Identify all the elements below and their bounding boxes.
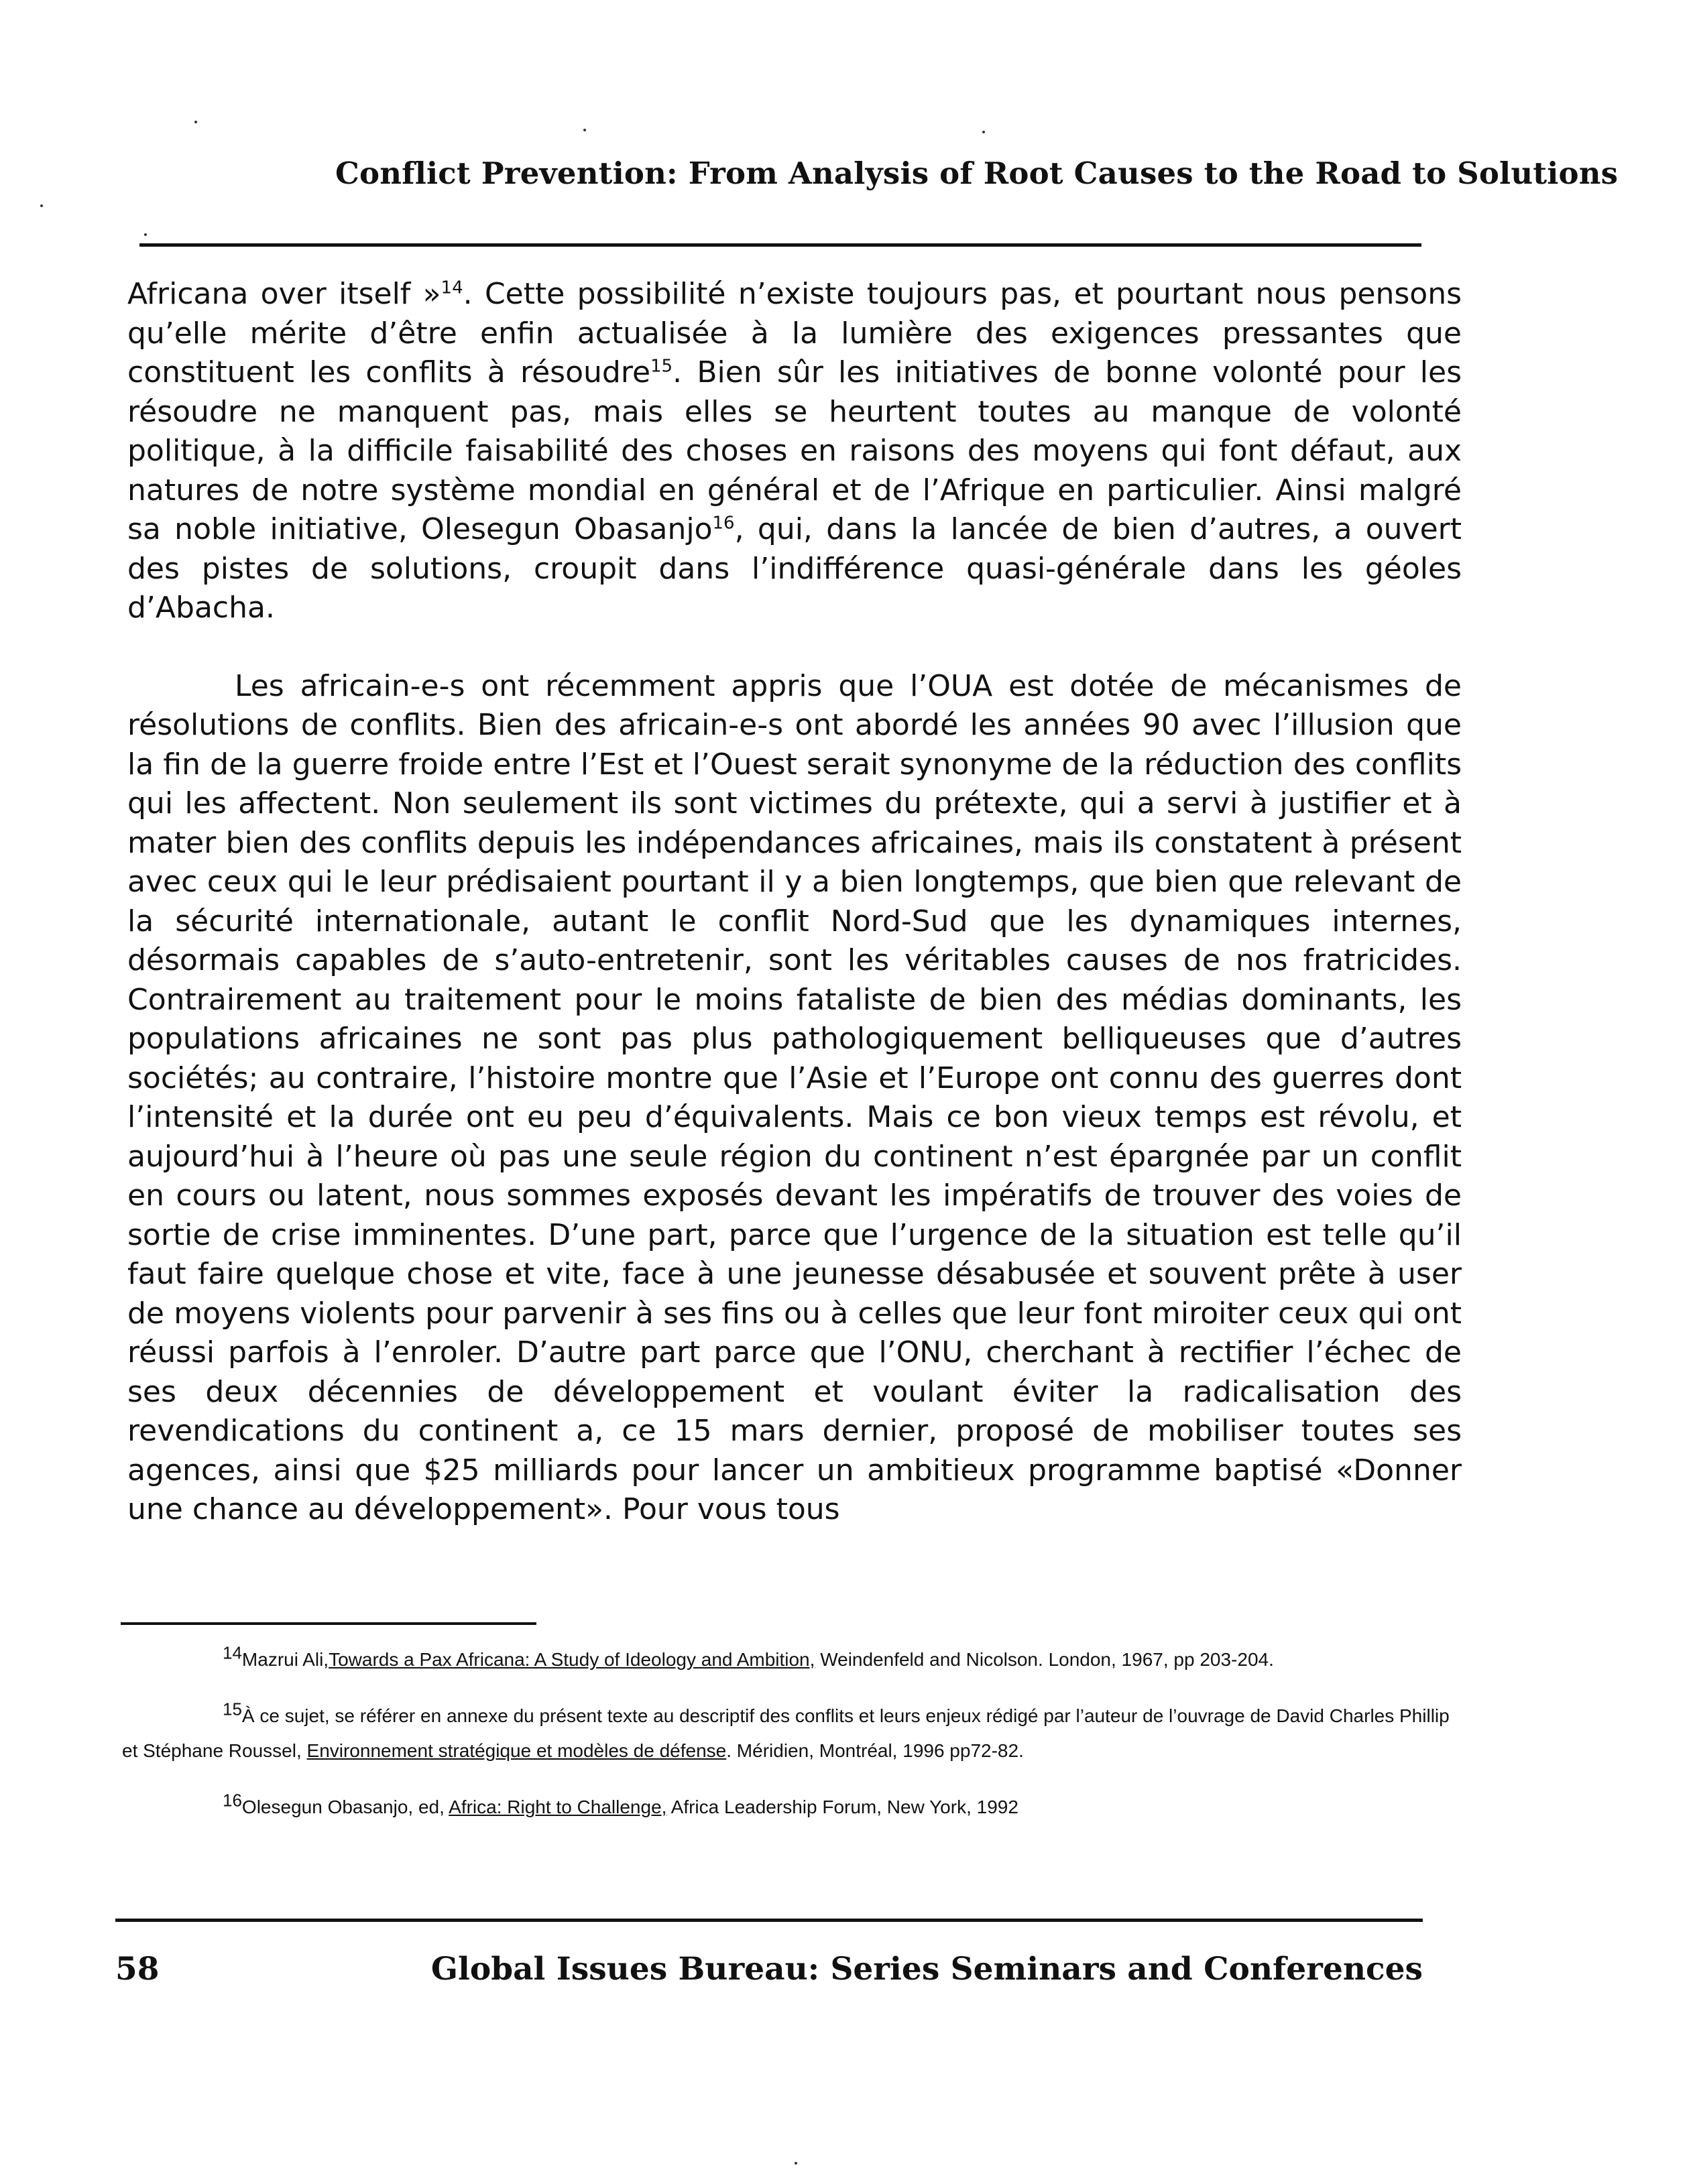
- scan-speck: [795, 2162, 797, 2165]
- text-run: Mazrui Ali,: [241, 1649, 329, 1670]
- text-run: Olesegun Obasanjo, ed,: [241, 1797, 449, 1817]
- scan-speck: [194, 121, 197, 123]
- series-title: Global Issues Bureau: Series Seminars and Conferences: [430, 1951, 1423, 1988]
- book-title: Africa: Right to Challenge,: [449, 1797, 667, 1817]
- page-footer: [115, 1951, 1423, 1998]
- scan-speck: [144, 233, 147, 236]
- footnote-number: 14: [223, 1642, 242, 1663]
- footnote-ref[interactable]: 14: [441, 278, 463, 298]
- scan-speck: [40, 204, 43, 207]
- footnote: [122, 1699, 1460, 1768]
- footnote: [122, 1790, 1460, 1825]
- footnote-separator: [121, 1622, 536, 1625]
- text-run: . Cette possibilité n’existe toujours pas, et pourtant nous pensons qu’elle mérite d’être enfin actualisée à la lumière des exigences pressantes que constituent les conflits à résoudre: [127, 277, 1462, 389]
- footnote-ref[interactable]: 16: [712, 513, 735, 534]
- text-run: , qui, dans la lancée de bien d’autres, a ouvert des pistes de solutions, croupit dans l’indifférence quasi-générale dans les géoles d’Abacha.: [127, 512, 1462, 625]
- scan-speck: [583, 129, 586, 131]
- page-number: 58: [115, 1951, 160, 1988]
- footnote-number: 16: [223, 1790, 242, 1811]
- text-run: Africa Leadership Forum, New York, 1992: [666, 1797, 1018, 1817]
- text-run: Weindenfeld and Nicolson. London, 1967, pp 203-204.: [815, 1649, 1274, 1670]
- running-header: Conflict Prevention: From Analysis of Root Causes to the Road to Solutions: [335, 156, 1619, 191]
- text-run: Africana over itself »: [127, 277, 441, 311]
- footnote-ref[interactable]: 15: [650, 356, 673, 377]
- footer-rule: [115, 1919, 1423, 1922]
- footnote-number: 15: [223, 1699, 242, 1719]
- text-run: À ce sujet, se référer en annexe du présent texte au descriptif des conflits et leurs enjeux rédigé par l’auteur de l’ouvrage de David Charles Phillip et Stéphane Roussel,: [122, 1705, 1450, 1761]
- book-title: Environnement stratégique et modèles de défense: [306, 1740, 727, 1761]
- footnotes: [122, 1642, 1460, 1846]
- footnote: [122, 1642, 1460, 1677]
- book-title: Towards a Pax Africana: A Study of Ideology and Ambition,: [329, 1649, 815, 1670]
- body-text: [127, 275, 1462, 1530]
- paragraph: [127, 275, 1462, 628]
- scan-speck: [982, 131, 985, 133]
- text-run: . Méridien, Montréal, 1996 pp72-82.: [726, 1740, 1024, 1761]
- header-rule: [139, 243, 1421, 247]
- paragraph: Les africain-e-s ont récemment appris que l’OUA est dotée de mécanismes de résolutions de conflits. Bien des africain-e-s ont abordé les années 90 avec l’illusion que la fin de la guerre froide entre l’Est et l’Ouest serait synonyme de la réduction des conflits qui les affectent. Non seulement ils sont victimes du prétexte, qui a servi à justifier et à mater bien des conflits depuis les indépendances africaines, mais ils constatent à présent avec ceux qui le leur prédisaient pourtant il y a bien longtemps, que bien que relevant de la sécurité internationale, autant le conflit Nord-Sud que les dynamiques internes, désormais capables de s’auto-entretenir, sont les véritables causes de nos fratricides. Contrairement au traitement pour le moins fataliste de bien des médias dominants, les populations africaines ne sont pas plus pathologiquement belliqueuses que d’autres sociétés; au contraire, l’histoire montre que l’Asie et l’Europe ont connu des guerres dont l’intensité et la durée ont eu peu d’équivalents. Mais ce bon vieux temps est révolu, et aujourd’hui à l’heure où pas une seule région du continent n’est épargnée par un conflit en cours ou latent, nous sommes exposés devant les impératifs de trouver des voies de sortie de crise imminentes. D’une part, parce que l’urgence de la situation est telle qu’il faut faire quelque chose et vite, face à une jeunesse désabusée et souvent prête à user de moyens violents pour parvenir à ses fins ou à celles que leur font miroiter ceux qui ont réussi parfois à l’enroler. D’autre part parce que l’ONU, cherchant à rectifier l’échec de ses deux décennies de développement et voulant éviter la radicalisation des revendications du continent a, ce 15 mars dernier, proposé de mobiliser toutes ses agences, ainsi que $25 milliards pour lancer un ambitieux programme baptisé «Donner une chance au développement». Pour vous tous: [127, 668, 1462, 1526]
- text-run: . Bien sûr les initiatives de bonne volonté pour les résoudre ne manquent pas, mais elles se heurtent toutes au manque de volonté politique, à la difficile faisabilité des choses en raisons des moyens qui font défaut, aux natures de notre système mondial en général et de l’Afrique en particulier. Ainsi malgré sa noble initiative, Olesegun Obasanjo: [127, 355, 1462, 546]
